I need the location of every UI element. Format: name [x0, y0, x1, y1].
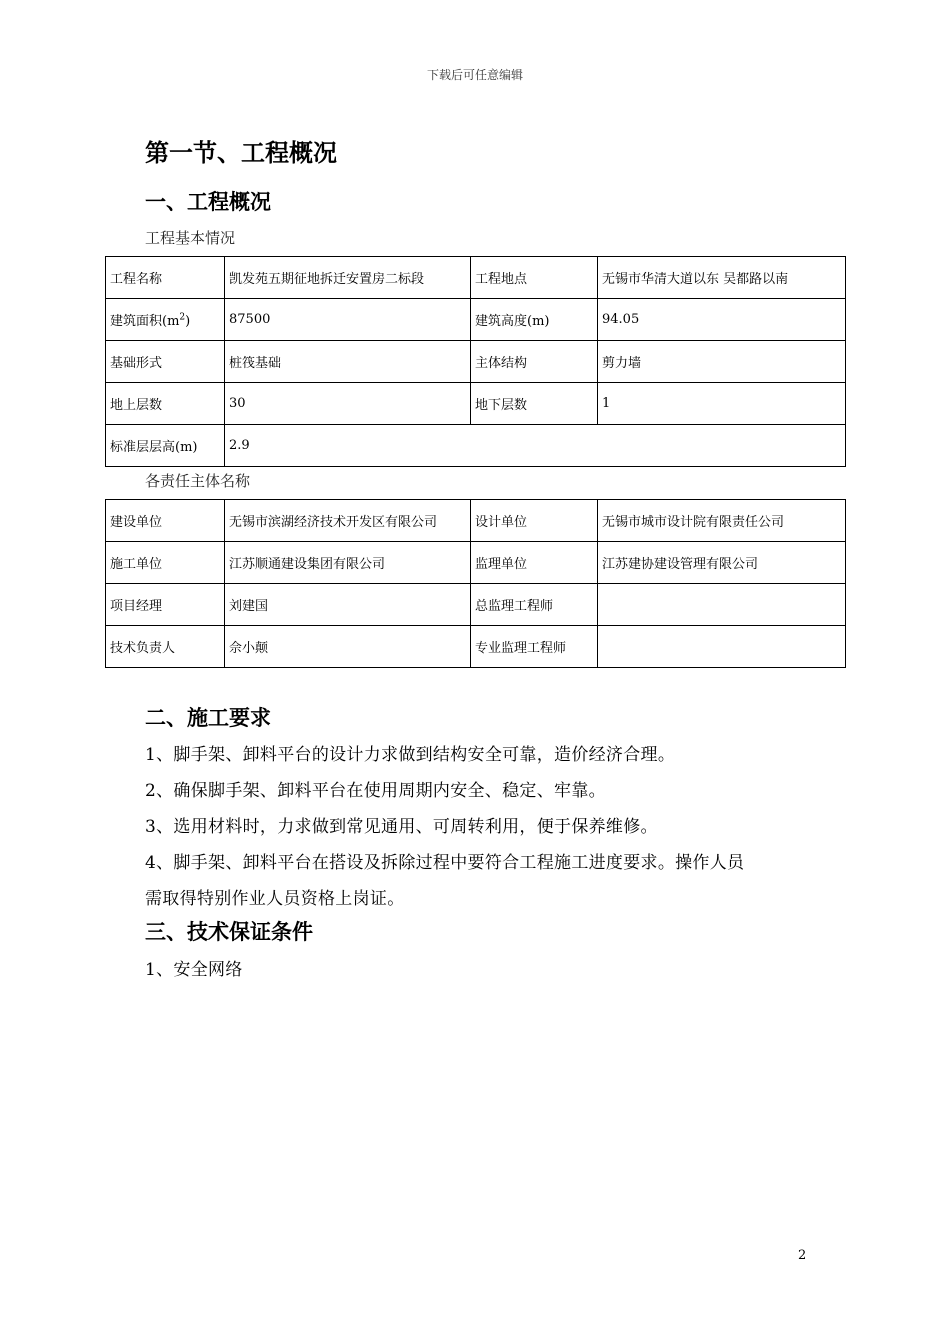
table-cell: 施工单位: [106, 542, 225, 584]
page-number: 2: [798, 1248, 807, 1263]
table-cell: 江苏建协建设管理有限公司: [598, 542, 846, 584]
table-cell: 凯发苑五期征地拆迁安置房二标段: [225, 257, 471, 299]
parties-label: 各责任主体名称: [145, 472, 251, 490]
table-row: [106, 341, 846, 383]
basic-info-label: 工程基本情况: [145, 229, 236, 247]
table-cell: 标准层层高(m): [106, 425, 225, 467]
guarantee-item: 1、安全网络: [145, 960, 243, 980]
table-cell: 地下层数: [471, 383, 598, 425]
table-cell: 工程名称: [106, 257, 225, 299]
table-cell: 专业监理工程师: [471, 626, 598, 668]
table-cell: 30: [225, 383, 471, 425]
table-cell: 87500: [225, 299, 471, 341]
area-label: 建筑面积(m: [110, 314, 180, 329]
table-cell: 剪力墙: [598, 341, 846, 383]
area-unit-superscript: 2: [179, 312, 186, 323]
table-cell: 2.9: [225, 425, 846, 467]
requirement-item-continuation: 需取得特别作业人员资格上岗证。: [145, 889, 405, 909]
table-cell: 总监理工程师: [471, 584, 598, 626]
table-cell: 主体结构: [471, 341, 598, 383]
table-cell: 无锡市滨湖经济技术开发区有限公司: [225, 500, 471, 542]
parties-table: [105, 499, 846, 668]
table-row: [106, 584, 846, 626]
table-cell: 设计单位: [471, 500, 598, 542]
table-cell: 工程地点: [471, 257, 598, 299]
section-title: 第一节、工程概况: [145, 139, 337, 167]
table-cell: 桩筏基础: [225, 341, 471, 383]
requirement-item: 1、脚手架、卸料平台的设计力求做到结构安全可靠，造价经济合理。: [145, 745, 676, 765]
table-cell: 无锡市城市设计院有限责任公司: [598, 500, 846, 542]
requirement-item: 2、确保脚手架、卸料平台在使用周期内安全、稳定、牢靠。: [145, 781, 606, 801]
table-cell: 江苏顺通建设集团有限公司: [225, 542, 471, 584]
table-cell: 刘建国: [225, 584, 471, 626]
table-cell: 佘小颠: [225, 626, 471, 668]
table-cell: 基础形式: [106, 341, 225, 383]
table-cell: [598, 584, 846, 626]
table-row: [106, 425, 846, 467]
table-row: [106, 626, 846, 668]
heading-project-overview: 一、工程概况: [145, 190, 271, 214]
requirement-item: 4、脚手架、卸料平台在搭设及拆除过程中要符合工程施工进度要求。操作人员: [145, 853, 745, 873]
table-cell: 建筑高度(m): [471, 299, 598, 341]
table-cell: [106, 299, 225, 341]
table-cell: 项目经理: [106, 584, 225, 626]
basic-info-table: [105, 256, 846, 467]
table-row: [106, 299, 846, 341]
table-cell: 无锡市华清大道以东 吴都路以南: [598, 257, 846, 299]
requirement-item: 3、选用材料时，力求做到常见通用、可周转利用，便于保养维修。: [145, 817, 658, 837]
table-cell: 监理单位: [471, 542, 598, 584]
area-label-tail: ): [185, 314, 191, 329]
table-cell: 技术负责人: [106, 626, 225, 668]
table-row: [106, 383, 846, 425]
heading-construction-requirements: 二、施工要求: [145, 706, 271, 730]
table-cell: 地上层数: [106, 383, 225, 425]
page-header-note: 下载后可任意编辑: [426, 68, 523, 82]
table-cell: 建设单位: [106, 500, 225, 542]
table-cell: 94.05: [598, 299, 846, 341]
table-row: [106, 500, 846, 542]
heading-technical-guarantee: 三、技术保证条件: [145, 920, 313, 944]
table-row: [106, 542, 846, 584]
table-cell: 1: [598, 383, 846, 425]
table-row: [106, 257, 846, 299]
table-cell: [598, 626, 846, 668]
